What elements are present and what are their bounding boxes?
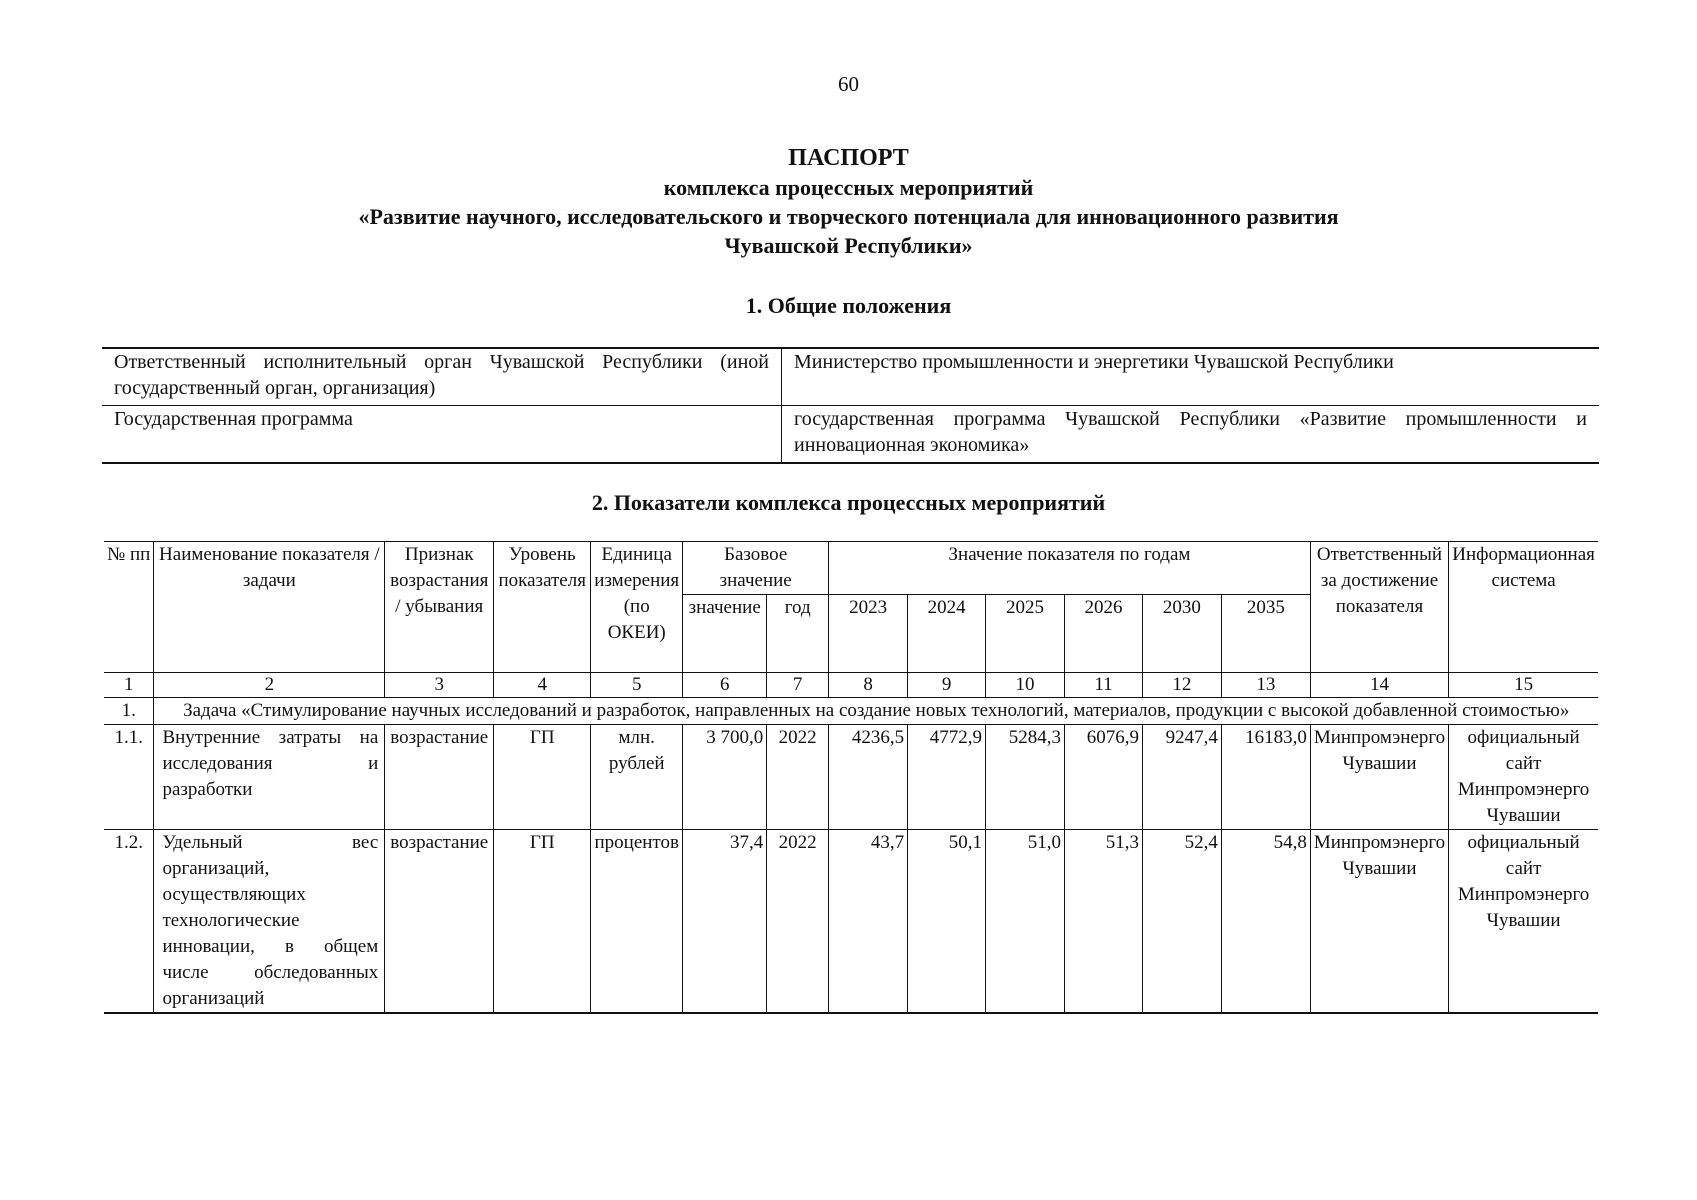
row-unit: процентов: [591, 830, 683, 1014]
row-value-2023: 43,7: [829, 830, 908, 1014]
document-title: [0, 144, 1697, 260]
row-num: 1.2.: [104, 830, 154, 1014]
column-numbers-row: [104, 673, 1598, 698]
row-trend: возрастание: [385, 830, 494, 1014]
header-name: Наименование показателя / задачи: [154, 542, 385, 673]
row-base-year: 2022: [767, 830, 829, 1014]
header-year: 2030: [1142, 595, 1221, 673]
table-row: [104, 725, 1598, 830]
row-level: ГП: [494, 830, 591, 1014]
header-base-year: год: [767, 595, 829, 673]
title-line-2: комплекса процессных мероприятий: [663, 175, 1034, 200]
header-level: Уровень показателя: [494, 542, 591, 673]
row-name: Удельный вес организаций, осуществляющих технологические инновации, в общем числе обследованных организаций: [154, 830, 385, 1014]
general-value: Министерство промышленности и энергетики Чувашской Республики: [794, 351, 1394, 373]
column-number: 7: [767, 673, 829, 698]
task-text: Задача «Стимулирование научных исследований и разработок, направленных на создание новых технологий, материалов, продукции с высокой добавленной стоимостью»: [154, 698, 1598, 725]
row-info-system: официальный сайт Минпромэнерго Чувашии: [1449, 725, 1598, 830]
column-number: 2: [154, 673, 385, 698]
row-value-2035: 16183,0: [1221, 725, 1310, 830]
task-row: [104, 698, 1598, 725]
title-line-3: «Развитие научного, исследовательского и творческого потенциала для инновационного развития: [358, 204, 1339, 229]
column-number: 4: [494, 673, 591, 698]
header-year: 2026: [1064, 595, 1142, 673]
column-number: 5: [591, 673, 683, 698]
section-1-heading: 1. Общие положения: [745, 293, 952, 318]
row-responsible: Минпромэнерго Чувашии: [1310, 725, 1448, 830]
column-number: 15: [1449, 673, 1598, 698]
row-base-value: 3 700,0: [683, 725, 767, 830]
row-value-2035: 54,8: [1221, 830, 1310, 1014]
task-num: 1.: [104, 698, 154, 725]
row-unit: млн. рублей: [591, 725, 683, 830]
column-number: 11: [1064, 673, 1142, 698]
header-base: Базовое значение: [683, 542, 829, 595]
header-base-value: значение: [683, 595, 767, 673]
row-value-2026: 51,3: [1064, 830, 1142, 1014]
header-responsible: Ответственный за достижение показателя: [1310, 542, 1448, 673]
general-value: государственная программа Чувашской Республики «Развитие промышленности и инновационная экономика»: [782, 406, 1600, 464]
header-year: 2035: [1221, 595, 1310, 673]
row-value-2026: 6076,9: [1064, 725, 1142, 830]
general-label: Государственная программа: [102, 406, 782, 464]
general-label: Ответственный исполнительный орган Чувашской Республики (иной государственный орган, организация): [102, 348, 782, 406]
general-row-responsible: [102, 348, 1599, 406]
column-number: 10: [986, 673, 1065, 698]
table-row: [104, 830, 1598, 1014]
row-value-2025: 51,0: [986, 830, 1065, 1014]
row-value-2030: 9247,4: [1142, 725, 1221, 830]
title-line-4: Чувашской Республики»: [724, 233, 973, 258]
row-level: ГП: [494, 725, 591, 830]
header-num: № пп: [104, 542, 154, 673]
header-trend: Признак возрастания / убывания: [385, 542, 494, 673]
header-year: 2025: [986, 595, 1065, 673]
header-years-group: Значение показателя по годам: [829, 542, 1311, 595]
header-row-1: [104, 542, 1598, 595]
column-number: 13: [1221, 673, 1310, 698]
header-info-system: Информационная система: [1449, 542, 1598, 673]
row-responsible: Минпромэнерго Чувашии: [1310, 830, 1448, 1014]
column-number: 9: [908, 673, 986, 698]
column-number: 3: [385, 673, 494, 698]
row-info-system: официальный сайт Минпромэнерго Чувашии: [1449, 830, 1598, 1014]
row-name: Внутренние затраты на исследования и разработки: [154, 725, 385, 830]
header-unit: Единица измерения (по ОКЕИ): [591, 542, 683, 673]
row-base-value: 37,4: [683, 830, 767, 1014]
row-value-2030: 52,4: [1142, 830, 1221, 1014]
column-number: 1: [104, 673, 154, 698]
column-number: 12: [1142, 673, 1221, 698]
row-value-2024: 4772,9: [908, 725, 986, 830]
header-year: 2023: [829, 595, 908, 673]
column-number: 6: [683, 673, 767, 698]
column-number: 8: [829, 673, 908, 698]
row-value-2025: 5284,3: [986, 725, 1065, 830]
general-row-program: [102, 406, 1599, 464]
header-year: 2024: [908, 595, 986, 673]
general-provisions-table: [102, 347, 1599, 464]
column-number: 14: [1310, 673, 1448, 698]
indicators-table: [104, 541, 1598, 1014]
title-line-1: ПАСПОРТ: [788, 145, 909, 171]
section-2-heading: 2. Показатели комплекса процессных мероприятий: [591, 490, 1106, 515]
row-value-2024: 50,1: [908, 830, 986, 1014]
row-value-2023: 4236,5: [829, 725, 908, 830]
page-number: 60: [838, 72, 859, 96]
row-trend: возрастание: [385, 725, 494, 830]
row-base-year: 2022: [767, 725, 829, 830]
row-num: 1.1.: [104, 725, 154, 830]
